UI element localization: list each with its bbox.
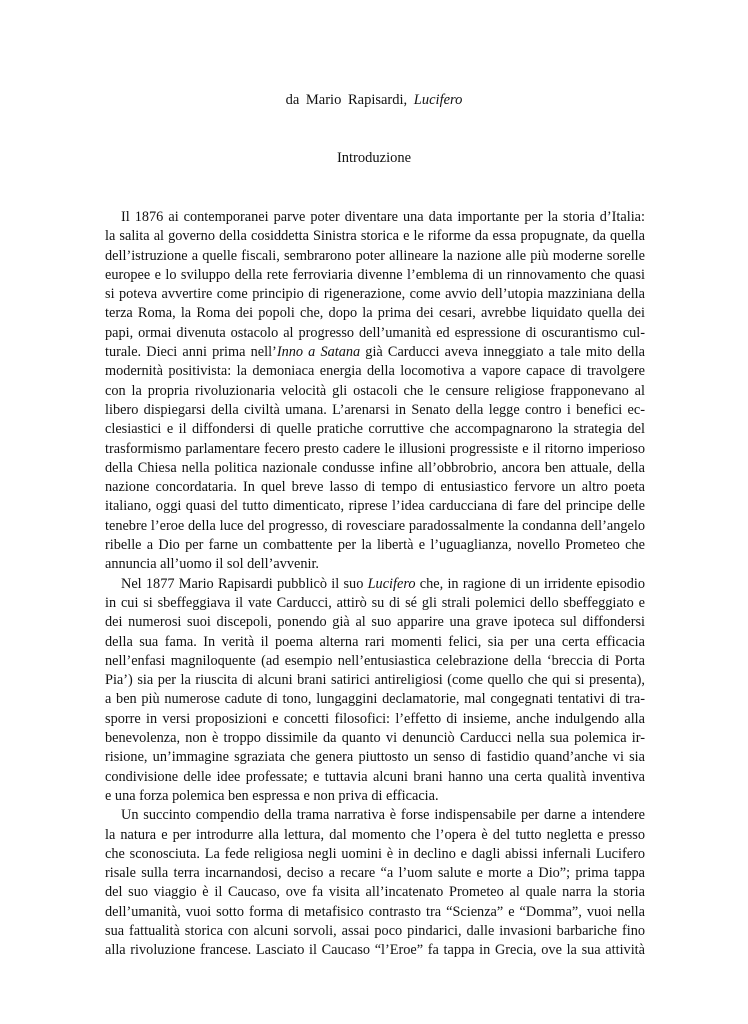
text-run: sporre in versi proposizioni e concetti filosofici: l’effetto di insieme, anche indulgendo alla [105, 710, 645, 727]
text-run: in cui si sbeffeggiava il vate Carducci, attirò su di sé gli strali polemici dello sbeffeggiato e [105, 594, 645, 611]
text-run: turale. Dieci anni prima nell’ [105, 344, 277, 361]
section-heading: Introduzione [336, 150, 412, 166]
text-line [105, 903, 645, 922]
text-line [105, 883, 645, 902]
paragraph [105, 575, 645, 807]
document-title [0, 92, 748, 109]
text-run: e una forza polemica ben espressa e non priva di efficacia. [105, 787, 439, 804]
text-line [105, 941, 645, 960]
body-text [105, 208, 645, 961]
text-run: la salita al governo della cosiddetta Sinistra storica e le riforme da essa propugnate, da quella [105, 228, 645, 245]
text-line [105, 768, 645, 787]
text-line [105, 227, 645, 246]
text-run: ribelle a Dio per farne un combattente per la libertà e l’uguaglianza, novello Prometeo che [105, 537, 645, 554]
text-line [105, 208, 645, 227]
text-line [105, 497, 645, 516]
text-line [105, 652, 645, 671]
text-line [105, 362, 645, 381]
text-run: annuncia all’uomo il sol dell’avvenir. [105, 556, 319, 573]
text-run: la natura e per introdurre alla lettura, dal momento che l’opera è del tutto negletta e presso [105, 826, 645, 843]
text-line [105, 555, 645, 574]
text-run: risione, un’immagine sgraziata che genera piuttosto un senso di fastidio quand’anche vi sia [105, 749, 645, 766]
text-run: Il 1876 ai contemporanei parve poter diventare una data importante per la storia d’Italia: [121, 209, 645, 225]
text-run: dei numerosi suoi discepoli, ponendo già al suo apparire una grave ipoteca sul diffondersi [105, 614, 645, 631]
text-run: libero dispiegarsi della civiltà umana. L’arenarsi in Senato della legge contro i benefici ec- [105, 401, 645, 418]
text-line [105, 343, 645, 362]
text-run: clesiastici e il diffondersi di quelle pratiche corruttive che accompagnarono la strategia del [105, 421, 645, 438]
text-line [105, 671, 645, 690]
title-work: Lucifero [413, 92, 463, 108]
text-run: Un succinto compendio della trama narrativa è forse indispensabile per darne a intendere [121, 807, 645, 824]
text-run: nell’enfasi magniloquente (ad esempio nell’entusiastica celebrazione della ‘breccia di Porta [105, 652, 645, 669]
text-line [105, 478, 645, 497]
text-line [105, 633, 645, 652]
paragraph [105, 806, 645, 960]
text-line [105, 690, 645, 709]
text-line [105, 459, 645, 478]
text-run: Pia’) sia per la riuscita di alcuni brani satirici antireligiosi (come quello che qui si presenta), [105, 672, 645, 689]
title-prefix: da Mario Rapisardi, [285, 92, 414, 108]
text-run: del suo viaggio è il Caucaso, ove fa visita all’incatenato Prometeo al quale narra la storia [105, 884, 645, 901]
text-line [105, 536, 645, 555]
text-run: terza Roma, la Roma dei popoli che, dopo la prima dei cesari, avrebbe liquidato quella dei [105, 305, 645, 322]
italic-title: Inno a Satana [276, 344, 361, 361]
text-run: a ben più numerose cadute di tono, lungaggini declamatorie, mal congegnati tentativi di tra- [105, 691, 645, 708]
text-run: europee e lo sviluppo della rete ferroviaria divenne l’emblema di un rinnovamento che quasi [105, 266, 645, 283]
text-line [105, 922, 645, 941]
text-line [105, 575, 645, 594]
text-line [105, 285, 645, 304]
text-line [105, 440, 645, 459]
text-line [105, 613, 645, 632]
text-run: benevolenza, non è troppo dissimile da quanto vi denunciò Carducci nella sua polemica ir- [105, 730, 645, 747]
text-line [105, 806, 645, 825]
text-line [105, 845, 645, 864]
text-run: trasformismo parlamentare fecero presto cadere le illusioni progressiste e il ritorno imperioso [105, 440, 645, 457]
text-run: papi, ormai divenuta ostacolo al progresso dell’umanità ed espressione di oscurantismo cul- [105, 324, 645, 341]
text-line [105, 401, 645, 420]
text-run: con la propria rivoluzionaria velocità gli ostacoli che le censure religiose frapponevano al [105, 382, 645, 399]
text-run: modernità positivista: la demoniaca energia della locomotiva a vapore capace di travolgere [105, 363, 645, 380]
text-run: che, in ragione di un irridente episodio [415, 575, 645, 592]
text-run: della Chiesa nella politica nazionale condusse infine all’obbrobrio, ancora ben attuale, della [105, 459, 645, 476]
text-run: tenebre l’eroe della luce del progresso, di rovesciare paradossalmente la condanna dell’angelo [105, 517, 645, 534]
text-line [105, 304, 645, 323]
text-line [105, 710, 645, 729]
text-run: italiano, oggi quasi del tutto dimenticato, riprese l’idea carducciana di fare del principe delle [105, 498, 645, 515]
text-run: condivisione delle idee professate; e tuttavia alcuni brani hanno una certa qualità inventiva [105, 768, 645, 785]
paragraph [105, 208, 645, 575]
text-line [105, 787, 645, 806]
text-line [105, 324, 645, 343]
text-line [105, 266, 645, 285]
text-run: si poteva avvertire come principio di rigenerazione, come avvio dell’utopia mazziniana della [105, 286, 645, 303]
text-run: sua fattualità storica con alcuni sorvoli, assai poco pindarici, dalle invasioni barbariche fino [105, 922, 645, 939]
text-run: della sua fama. In verità il poema alterna rari momenti felici, sia per una certa efficacia [105, 633, 645, 650]
text-run: risale sulla terra incarnandosi, deciso a recare “a l’uom salute e morte a Dio”; prima tappa [105, 865, 645, 882]
text-line [105, 729, 645, 748]
text-line [105, 517, 645, 536]
text-line [105, 420, 645, 439]
text-run: dell’umanità, vuoi sotto forma di metafisico contrasto tra “Scienza” e “Domma”, vuoi nella [105, 903, 645, 920]
italic-title: Lucifero [367, 575, 416, 592]
text-run: dell’istruzione a quelle fiscali, sembrarono poter allineare la nazione alle più moderne sorelle [105, 247, 645, 264]
text-run: Nel 1877 Mario Rapisardi pubblicò il suo [121, 575, 368, 592]
text-run: alla rivoluzione francese. Lasciato il Caucaso “l’Eroe” fa tappa in Grecia, ove la sua attività [105, 942, 645, 959]
text-line [105, 382, 645, 401]
text-line [105, 826, 645, 845]
text-line [105, 864, 645, 883]
text-run: già Carducci aveva inneggiato a tale mito della [360, 344, 645, 361]
text-run: nazione concordataria. In quel breve lasso di tempo di entusiastico fervore un altro poeta [105, 479, 645, 496]
text-line [105, 748, 645, 767]
text-line [105, 594, 645, 613]
text-run: che sconosciuta. La fede religiosa negli uomini è in declino e dagli abissi infernali Lucifero [105, 845, 645, 862]
text-line [105, 247, 645, 266]
